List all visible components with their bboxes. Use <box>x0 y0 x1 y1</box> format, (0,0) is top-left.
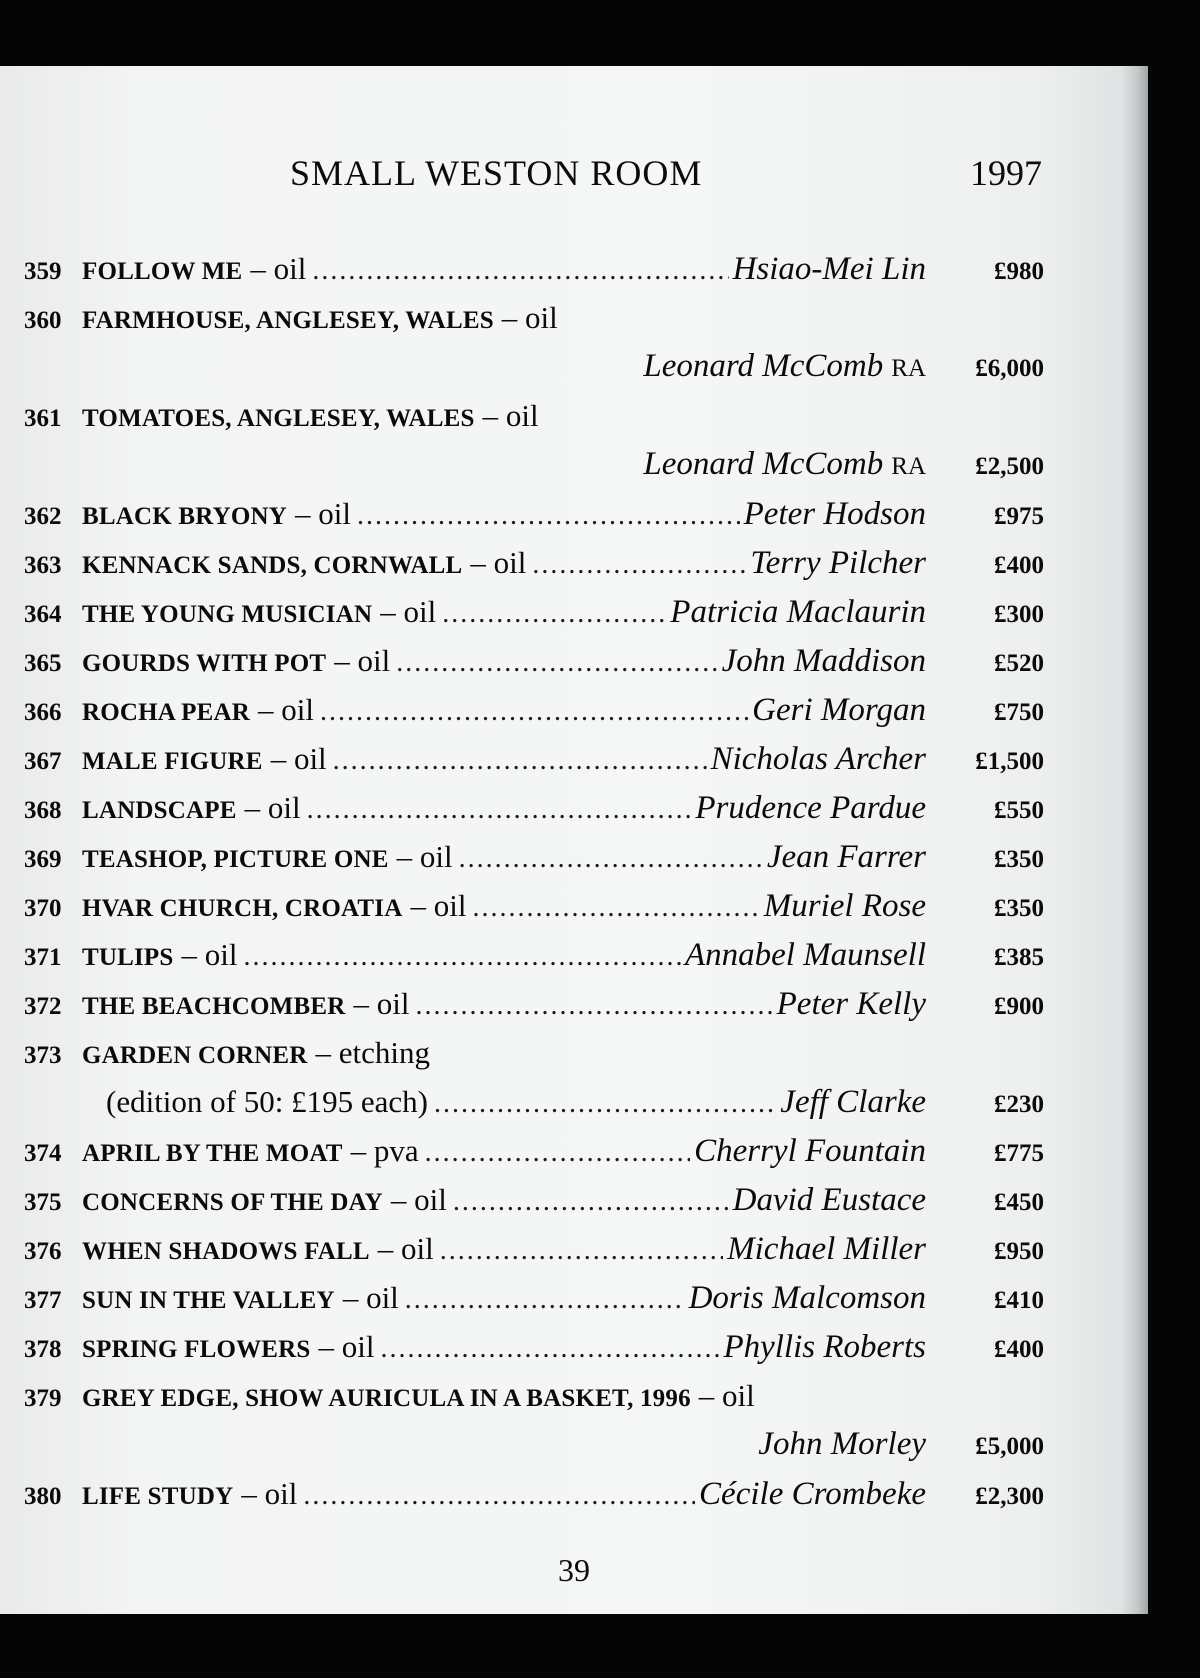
entry-number: 360 <box>24 307 62 334</box>
entry-number: 369 <box>24 846 62 873</box>
entry-378 <box>24 1322 1044 1371</box>
entry-price: £400 <box>994 1336 1044 1363</box>
entry-number: 380 <box>24 1483 62 1510</box>
entry-number: 365 <box>24 650 62 677</box>
entry-medium: – etching <box>315 1035 431 1070</box>
entry-price: £980 <box>994 258 1044 285</box>
leader-dots <box>320 687 748 736</box>
entry-title: GOURDS WITH POT <box>82 650 327 677</box>
entry-artist: Muriel Rose <box>763 888 926 924</box>
entry-361-continuation <box>24 440 1044 489</box>
entry-artist: Annabel Maunsell <box>684 937 926 973</box>
entry-price: £2,300 <box>975 1483 1044 1510</box>
entry-379 <box>24 1371 1044 1420</box>
entry-number: 378 <box>24 1336 62 1363</box>
entry-medium: – oil <box>250 251 307 286</box>
entry-number: 362 <box>24 503 62 530</box>
entry-artist: Nicholas Archer <box>710 741 926 777</box>
entry-medium: – oil <box>334 643 391 678</box>
entry-number: 373 <box>24 1042 62 1069</box>
entry-price: £350 <box>994 895 1044 922</box>
entry-medium: – oil <box>295 496 351 531</box>
catalogue-page <box>0 66 1148 1614</box>
page-edge-shadow <box>1122 66 1148 1614</box>
entry-title: GARDEN CORNER <box>82 1042 308 1069</box>
entry-medium: – oil <box>342 1280 399 1315</box>
entry-376 <box>24 1224 1044 1273</box>
entry-title: LANDSCAPE <box>82 797 237 824</box>
leader-dots <box>459 834 763 883</box>
entry-artist-suffix: RA <box>891 355 926 382</box>
entry-title: SUN IN THE VALLEY <box>82 1287 335 1314</box>
leader-dots <box>381 1324 720 1373</box>
leader-dots <box>357 491 740 540</box>
entry-number: 359 <box>24 258 62 285</box>
entry-medium: – pva <box>350 1133 419 1168</box>
entry-number: 375 <box>24 1189 62 1216</box>
leader-dots <box>396 638 717 687</box>
entry-number: 367 <box>24 748 62 775</box>
entry-artist: David Eustace <box>732 1182 926 1218</box>
entry-title: WHEN SHADOWS FALL <box>82 1238 370 1265</box>
entry-price: £385 <box>994 944 1044 971</box>
entry-title: CONCERNS OF THE DAY <box>82 1189 383 1216</box>
entry-medium: – oil <box>380 594 437 629</box>
entry-374 <box>24 1126 1044 1175</box>
entry-price: £975 <box>994 503 1044 530</box>
entry-title: FARMHOUSE, ANGLESEY, WALES <box>82 307 494 334</box>
entry-number: 370 <box>24 895 62 922</box>
entry-medium: – oil <box>244 790 301 825</box>
leader-dots <box>434 1079 776 1128</box>
entry-medium: – oil <box>241 1476 298 1511</box>
entry-medium: – oil <box>181 937 238 972</box>
leader-dots <box>440 1226 723 1275</box>
entry-number: 364 <box>24 601 62 628</box>
entry-title: MALE FIGURE <box>82 748 263 775</box>
entry-361 <box>24 391 1044 440</box>
entry-price: £775 <box>994 1140 1044 1167</box>
entry-369 <box>24 832 1044 881</box>
entry-artist: Terry Pilcher <box>750 545 926 581</box>
leader-dots <box>442 589 666 638</box>
leader-dots <box>532 540 746 589</box>
entry-number: 368 <box>24 797 62 824</box>
entry-medium: – oil <box>377 1231 434 1266</box>
entry-medium: – oil <box>396 839 453 874</box>
entry-number: 377 <box>24 1287 62 1314</box>
entry-price: £230 <box>994 1091 1044 1118</box>
entry-artist: Michael Miller <box>727 1231 926 1267</box>
entry-artist: Peter Kelly <box>776 986 926 1022</box>
entry-title: TEASHOP, PICTURE ONE <box>82 846 389 873</box>
leader-dots <box>453 1177 729 1226</box>
entry-number: 363 <box>24 552 62 579</box>
entry-artist: Cécile Crombeke <box>699 1476 926 1512</box>
entry-380 <box>24 1469 1044 1518</box>
entry-title: LIFE STUDY <box>82 1483 234 1510</box>
entry-379-continuation <box>24 1420 1044 1469</box>
entry-artist: Peter Hodson <box>743 496 926 532</box>
entry-title: THE YOUNG MUSICIAN <box>82 601 373 628</box>
entry-artist: Prudence Pardue <box>695 790 926 826</box>
entry-artist: Patricia Maclaurin <box>670 594 926 630</box>
entry-price: £450 <box>994 1189 1044 1216</box>
entry-price: £950 <box>994 1238 1044 1265</box>
page-number: 39 <box>558 1552 590 1588</box>
leader-dots <box>415 981 772 1030</box>
leader-dots <box>405 1275 685 1324</box>
entry-363 <box>24 538 1044 587</box>
leader-dots <box>472 883 759 932</box>
entry-medium: – oil <box>470 545 527 580</box>
entry-artist-suffix: RA <box>891 453 926 480</box>
entry-number: 366 <box>24 699 62 726</box>
entry-number: 374 <box>24 1140 62 1167</box>
entry-price: £400 <box>994 552 1044 579</box>
entry-title: BLACK BRYONY <box>82 503 288 530</box>
entry-medium: – oil <box>318 1329 375 1364</box>
leader-dots <box>312 246 728 295</box>
entry-number: 376 <box>24 1238 62 1265</box>
entry-364 <box>24 587 1044 636</box>
entry-title: TULIPS <box>82 944 174 971</box>
entry-price: £350 <box>994 846 1044 873</box>
entry-365 <box>24 636 1044 685</box>
leader-dots <box>244 932 681 981</box>
entry-price: £300 <box>994 601 1044 628</box>
entry-number: 371 <box>24 944 62 971</box>
entry-370 <box>24 881 1044 930</box>
entry-medium: – oil <box>698 1378 755 1413</box>
entry-title: SPRING FLOWERS <box>82 1336 311 1363</box>
entry-377 <box>24 1273 1044 1322</box>
entry-artist: Geri Morgan <box>752 692 926 728</box>
entry-artist: Jean Farrer <box>766 839 926 875</box>
entry-artist: Leonard McComb <box>643 446 884 482</box>
entry-title: GREY EDGE, SHOW AURICULA IN A BASKET, 1996 <box>82 1385 691 1412</box>
entry-371 <box>24 930 1044 979</box>
entry-number: 361 <box>24 405 62 432</box>
leader-dots <box>425 1128 690 1177</box>
entry-artist: Phyllis Roberts <box>723 1329 926 1365</box>
entry-price: £750 <box>994 699 1044 726</box>
catalogue-year: 1997 <box>970 153 1042 193</box>
entry-price: £550 <box>994 797 1044 824</box>
entry-medium: – oil <box>353 986 410 1021</box>
entry-artist: Cherryl Fountain <box>694 1133 926 1169</box>
entry-price: £410 <box>994 1287 1044 1314</box>
entry-medium: – oil <box>390 1182 447 1217</box>
entry-artist: John Maddison <box>721 643 926 679</box>
entry-price: £900 <box>994 993 1044 1020</box>
room-title: SMALL WESTON ROOM <box>290 153 703 193</box>
entry-title: APRIL BY THE MOAT <box>82 1140 343 1167</box>
entry-367 <box>24 734 1044 783</box>
entry-title: ROCHA PEAR <box>82 699 250 726</box>
leader-dots <box>307 785 692 834</box>
entry-artist: Hsiao-Mei Lin <box>732 251 926 287</box>
entry-359 <box>24 244 1044 293</box>
entry-362 <box>24 489 1044 538</box>
entry-375 <box>24 1175 1044 1224</box>
entry-artist: Jeff Clarke <box>780 1084 926 1120</box>
entry-price: £6,000 <box>975 355 1044 382</box>
page-header <box>0 152 1148 200</box>
entry-artist: John Morley <box>758 1426 926 1462</box>
entry-366 <box>24 685 1044 734</box>
entry-edition-note: (edition of 50: £195 each) <box>106 1084 428 1119</box>
leader-dots <box>333 736 707 785</box>
entry-372 <box>24 979 1044 1028</box>
entry-medium: – oil <box>270 741 327 776</box>
entry-number: 379 <box>24 1385 62 1412</box>
entry-medium: – oil <box>501 300 558 335</box>
entry-373-continuation <box>24 1077 1044 1126</box>
entry-artist: Doris Malcomson <box>688 1280 926 1316</box>
entry-price: £5,000 <box>975 1433 1044 1460</box>
entry-list <box>24 244 1044 1518</box>
entry-number: 372 <box>24 993 62 1020</box>
entry-title: TOMATOES, ANGLESEY, WALES <box>82 405 475 432</box>
entry-title: THE BEACHCOMBER <box>82 993 346 1020</box>
entry-price: £2,500 <box>975 453 1044 480</box>
entry-368 <box>24 783 1044 832</box>
entry-medium: – oil <box>482 398 539 433</box>
leader-dots <box>303 1471 695 1520</box>
entry-title: HVAR CHURCH, CROATIA <box>82 895 403 922</box>
entry-360-continuation <box>24 342 1044 391</box>
entry-title: FOLLOW ME <box>82 258 243 285</box>
entry-title: KENNACK SANDS, CORNWALL <box>82 552 463 579</box>
entry-373 <box>24 1028 1044 1077</box>
entry-artist: Leonard McComb <box>643 348 884 384</box>
entry-medium: – oil <box>257 692 314 727</box>
entry-medium: – oil <box>410 888 467 923</box>
entry-price: £520 <box>994 650 1044 677</box>
entry-price: £1,500 <box>975 748 1044 775</box>
entry-360 <box>24 293 1044 342</box>
